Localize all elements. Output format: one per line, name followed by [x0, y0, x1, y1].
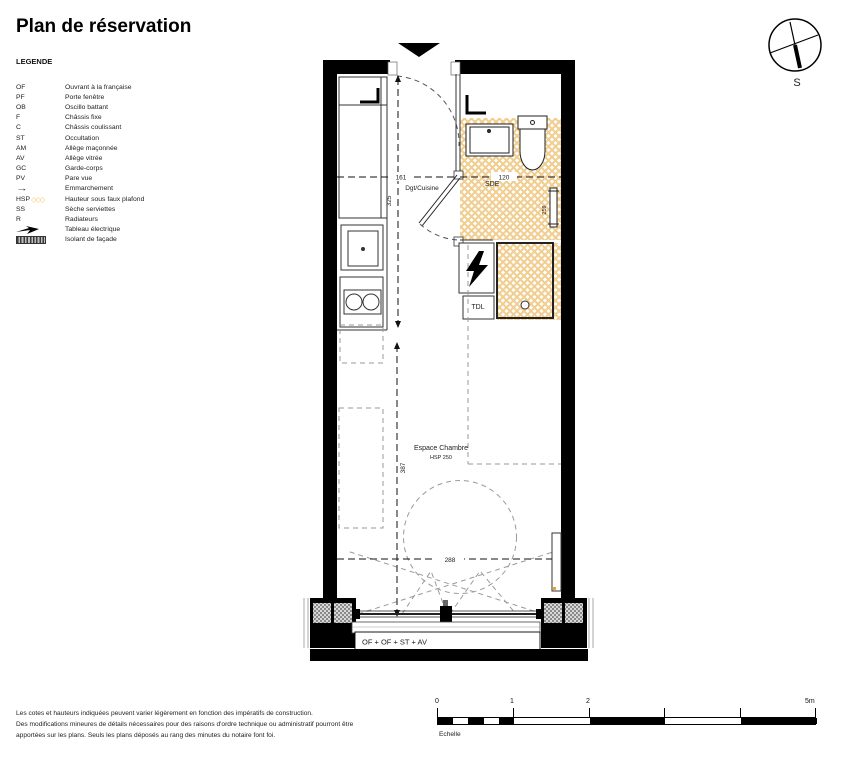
- compass-needle-south: [795, 45, 800, 68]
- scale-bar-strip: [437, 717, 816, 725]
- bathroom-door-swing-arc: [420, 224, 459, 240]
- kitchen-sink: [341, 225, 383, 270]
- window-bay: [304, 598, 593, 661]
- bathroom-corner-mark: [467, 95, 486, 113]
- electrical-panel-icon: [16, 226, 40, 234]
- disclaimer-line: apportées sur les plans. Seuls les plans déposés au rang des minutes du notaire font foi.: [16, 731, 276, 739]
- hall-label: Dgt/Cuisine: [405, 185, 439, 192]
- scale-tick-1: 1: [510, 698, 514, 705]
- bedroom-label: Espace Chambre: [413, 445, 469, 452]
- legend-item: OB Oscillo battant: [16, 103, 109, 111]
- shower-drain: [521, 301, 529, 309]
- towel-warmer: [548, 188, 559, 227]
- legend-item: Isolant de façade: [16, 235, 236, 245]
- dim-325: 325: [386, 195, 393, 207]
- entrance-door: [388, 43, 460, 146]
- facade-insulation: [565, 603, 583, 623]
- facade-insulation: [544, 603, 562, 623]
- legend-item: AV Allège vitrée: [16, 154, 103, 162]
- legend-item: AM Allège maçonnée: [16, 144, 118, 152]
- casement-swing-right: [450, 571, 516, 614]
- disclaimer-line: Des modifications mineures de détails nécessaires pour des raisons d'ordre technique ou administratif pourront être: [16, 720, 354, 728]
- legend-rows: [16, 82, 236, 245]
- scale-tick-0: 0: [435, 698, 439, 705]
- dim-387: 387: [400, 462, 407, 474]
- legend: [16, 57, 236, 245]
- window-mullion: [440, 606, 452, 622]
- kitchen-cooktop: [340, 277, 383, 327]
- bathroom-door: [419, 171, 463, 246]
- hsp-diamonds-icon: [30, 195, 44, 204]
- facade-insulation: [334, 603, 352, 623]
- legend-item: ST Occultation: [16, 134, 100, 142]
- turning-circle: [404, 481, 517, 594]
- legend-item: R Radiateurs: [16, 216, 98, 224]
- disclaimer-line: Les cotes et hauteurs indiquées peuvent varier légèrement en fonction des impératifs de construction.: [16, 710, 313, 717]
- dim-161: 161: [395, 174, 407, 182]
- legend-item: → Emmarchement: [16, 184, 236, 194]
- page-title: Plan de réservation: [16, 16, 192, 37]
- technical-boxes: [459, 243, 494, 319]
- scale-tick-5: 5m: [805, 698, 815, 705]
- facade-insulation: [313, 603, 331, 623]
- kitchen-units: [337, 77, 387, 330]
- legend-item: SS Sèche serviettes: [16, 205, 116, 213]
- floor-plan: [300, 38, 595, 663]
- balcony-slab: [310, 649, 588, 661]
- washbasin: [466, 124, 513, 156]
- legend-item: F Châssis fixe: [16, 114, 102, 122]
- legend-item: C Châssis coulissant: [16, 124, 122, 132]
- disclaimer: [16, 709, 416, 741]
- compass-rose: [766, 14, 830, 92]
- insulation-hatch-icon: [16, 236, 46, 244]
- toilet: [518, 116, 547, 170]
- legend-title: LEGENDE: [16, 57, 53, 66]
- bathroom-label: SDE: [485, 181, 500, 188]
- scale-bar: [437, 698, 818, 742]
- window-sill: [352, 622, 540, 633]
- scale-tick-2: 2: [586, 698, 590, 705]
- compass-south-label: S: [793, 77, 801, 89]
- window-label: OF + OF + ST + AV: [362, 637, 427, 647]
- dim-288: 288: [444, 557, 456, 564]
- legend-item: PF Porte fenêtre: [16, 93, 105, 101]
- legend-item: HSP ◇◇◇ Hauteur sous faux plafond: [16, 194, 236, 204]
- bedroom-hsp-label: HSP 250: [430, 455, 452, 461]
- legend-item: Tableau électrique: [16, 225, 236, 235]
- legend-item: OF Ouvrant à la française: [16, 83, 132, 91]
- legend-item: PV Pare vue: [16, 175, 93, 183]
- shower: [497, 243, 553, 318]
- dim-120: 120: [498, 174, 510, 182]
- entrance-door-swing-arc: [397, 76, 459, 146]
- tdl-label: TDL: [471, 304, 485, 311]
- dim-259: 259: [542, 205, 548, 215]
- emmarchement-arrow-icon: [16, 184, 24, 193]
- legend-item: GC Garde-corps: [16, 165, 103, 173]
- entrance-arrow-icon: [398, 43, 440, 57]
- scale-label: Echelle: [439, 731, 461, 738]
- radiator: [552, 533, 561, 591]
